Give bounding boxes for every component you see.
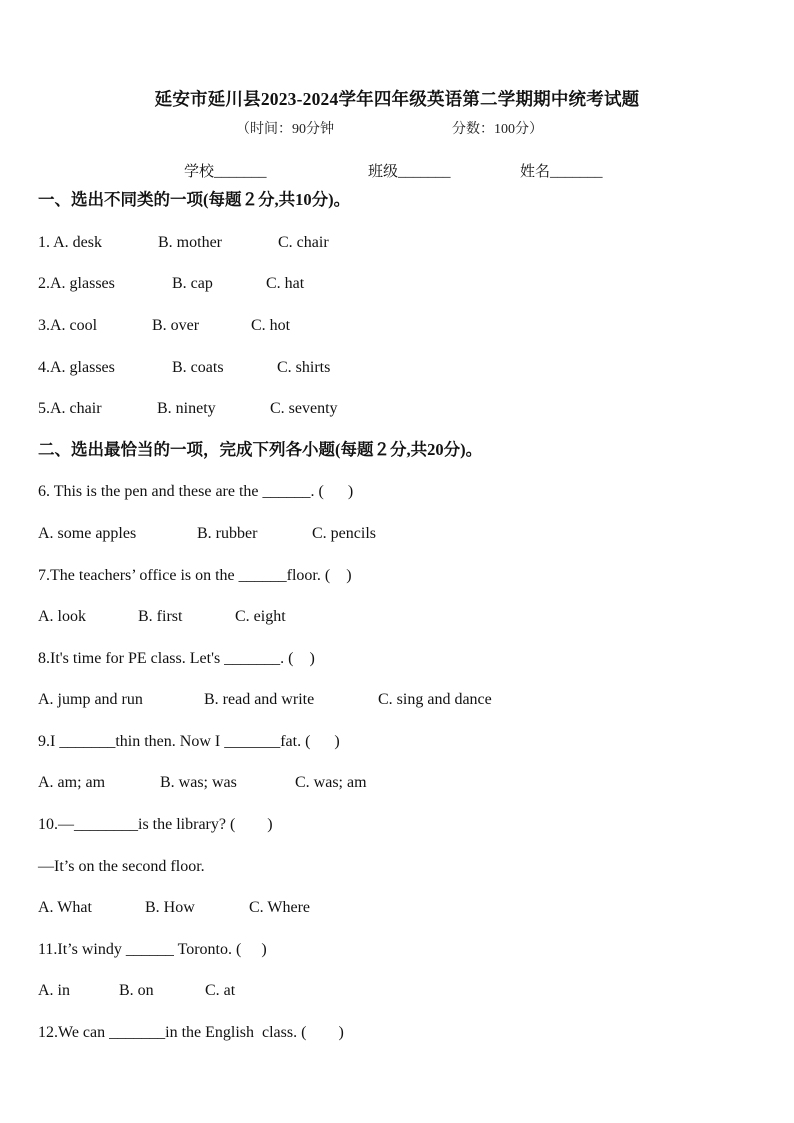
question-6-stem: 6. This is the pen and these are the ______. ( ) xyxy=(38,483,354,500)
q4-option-a: 4.A. glasses xyxy=(38,359,115,376)
q9-option-c: C. was; am xyxy=(295,774,367,791)
class-field: 班级_______ xyxy=(368,164,451,180)
q4-option-b: B. coats xyxy=(172,359,224,376)
section-1-heading: 一、选出不同类的一项(每题２分,共10分)。 xyxy=(38,190,351,209)
q7-option-c: C. eight xyxy=(235,608,286,625)
page-title: 延安市延川县2023-2024学年四年级英语第二学期期中统考试题 xyxy=(154,89,640,109)
exam-score: 分数：100分） xyxy=(452,122,543,137)
question-9-stem: 9.I _______thin then. Now I _______fat. ( ) xyxy=(38,733,340,750)
q1-option-c: C. chair xyxy=(278,234,329,251)
q11-option-a: A. in xyxy=(38,982,70,999)
q1-option-a: 1. A. desk xyxy=(38,234,102,251)
q9-option-b: B. was; was xyxy=(160,774,237,791)
q3-option-b: B. over xyxy=(152,317,200,334)
q3-option-a: 3.A. cool xyxy=(38,317,98,334)
q2-option-a: 2.A. glasses xyxy=(38,275,115,292)
question-12-stem: 12.We can _______in the English class. ( ) xyxy=(38,1024,344,1041)
q6-option-a: A. some apples xyxy=(38,525,137,542)
q5-option-a: 5.A. chair xyxy=(38,400,102,417)
exam-time: （时间：90分钟 xyxy=(236,122,334,137)
q8-option-a: A. jump and run xyxy=(38,691,143,708)
q6-option-c: C. pencils xyxy=(312,525,376,542)
q11-option-c: C. at xyxy=(205,982,236,999)
section-2-heading: 二、选出最恰当的一项，完成下列各小题(每题２分,共20分)。 xyxy=(38,440,483,459)
question-10-answer: —It’s on the second floor. xyxy=(38,858,205,875)
q4-option-c: C. shirts xyxy=(277,359,331,376)
question-11-stem: 11.It’s windy ______ Toronto. ( ) xyxy=(38,941,267,958)
question-8-stem: 8.It's time for PE class. Let's _______. ( ) xyxy=(38,650,315,667)
school-field: 学校_______ xyxy=(184,164,267,180)
q3-option-c: C. hot xyxy=(251,317,291,334)
q8-option-b: B. read and write xyxy=(204,691,315,708)
q1-option-b: B. mother xyxy=(158,234,222,251)
q2-option-c: C. hat xyxy=(266,275,305,292)
question-10-stem: 10.—________is the library? ( ) xyxy=(38,816,273,833)
q6-option-b: B. rubber xyxy=(197,525,258,542)
q10-option-a: A. What xyxy=(38,899,92,916)
q11-option-b: B. on xyxy=(119,982,154,999)
q9-option-a: A. am; am xyxy=(38,774,106,791)
q7-option-b: B. first xyxy=(138,608,183,625)
q2-option-b: B. cap xyxy=(172,275,213,292)
question-7-stem: 7.The teachers’ office is on the ______floor. ( ) xyxy=(38,567,352,584)
q8-option-c: C. sing and dance xyxy=(378,691,492,708)
q5-option-b: B. ninety xyxy=(157,400,216,417)
q10-option-c: C. Where xyxy=(249,899,311,916)
q10-option-b: B. How xyxy=(145,899,195,916)
q5-option-c: C. seventy xyxy=(270,400,338,417)
name-field: 姓名_______ xyxy=(520,164,603,180)
q7-option-a: A. look xyxy=(38,608,86,625)
